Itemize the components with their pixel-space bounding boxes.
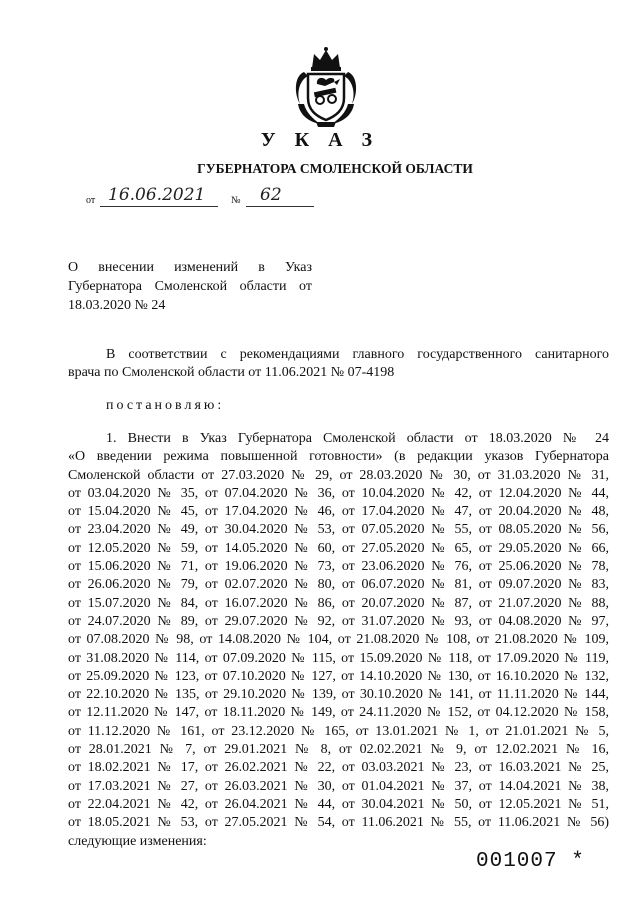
document-title: У К А З [260, 129, 380, 151]
handwritten-date: 16.06.2021 [108, 185, 206, 205]
item-line: Смоленской области от 27.03.2020 № 29, от 28.03.2020 № 30, от 31.03.2020 № 31, [68, 467, 609, 483]
item-line: следующие изменения: [68, 833, 207, 849]
form-serial-number: 001007 * [476, 850, 585, 873]
preamble-line: врача по Смоленской области от 11.06.2021 № 07-4198 [68, 365, 395, 381]
subject-line: Губернатора Смоленской области от [68, 279, 312, 294]
item-line: от 15.06.2020 № 71, от 19.06.2020 № 73, от 23.06.2020 № 76, от 25.06.2020 № 78, [68, 559, 609, 575]
handwritten-number: 62 [260, 185, 282, 205]
item-line: от 22.10.2020 № 135, от 29.10.2020 № 139, от 30.10.2020 № 141, от 11.11.2020 № 144, [68, 687, 609, 703]
item-line: от 11.12.2020 № 161, от 23.12.2020 № 165, от 13.01.2021 № 1, от 21.01.2021 № 5, [68, 723, 609, 739]
decree-verb: постановляю: [106, 398, 225, 413]
item-line: от 22.04.2021 № 42, от 26.04.2021 № 44, от 30.04.2021 № 50, от 12.05.2021 № 51, [68, 796, 609, 812]
number-underline [246, 206, 314, 207]
item-line: от 24.07.2020 № 89, от 29.07.2020 № 92, от 31.07.2020 № 93, от 04.08.2020 № 97, [68, 613, 609, 629]
subject-line: 18.03.2020 № 24 [68, 298, 166, 313]
number-prefix-label: № [231, 195, 241, 206]
item-line: от 07.08.2020 № 98, от 14.08.2020 № 104, от 21.08.2020 № 108, от 21.08.2020 № 109, [68, 632, 609, 648]
smolensk-coat-of-arms-emblem [290, 46, 362, 128]
item-line: от 12.11.2020 № 147, от 18.11.2020 № 149, от 24.11.2020 № 152, от 04.12.2020 № 158, [68, 705, 609, 721]
preamble-line: В соответствии с рекомендациями главного государственного санитарного [106, 347, 609, 362]
item-line: от 03.04.2020 № 35, от 07.04.2020 № 36, от 10.04.2020 № 42, от 12.04.2020 № 44, [68, 485, 609, 501]
item-line: от 26.06.2020 № 79, от 02.07.2020 № 80, от 06.07.2020 № 81, от 09.07.2020 № 83, [68, 577, 609, 593]
item-1-paragraph [68, 430, 609, 851]
item-line: «О введении режима повышенной готовности» (в редакции указов Губернатора [68, 449, 609, 465]
item-line: от 15.07.2020 № 84, от 16.07.2020 № 86, от 20.07.2020 № 87, от 21.07.2020 № 88, [68, 595, 609, 611]
document-subtitle: ГУБЕРНАТОРА СМОЛЕНСКОЙ ОБЛАСТИ [197, 161, 473, 176]
item-line: от 12.05.2020 № 59, от 14.05.2020 № 60, от 27.05.2020 № 65, от 29.05.2020 № 66, [68, 540, 609, 556]
preamble-paragraph [68, 346, 609, 383]
date-underline [100, 206, 218, 207]
item-line: от 18.05.2021 № 53, от 27.05.2021 № 54, от 11.06.2021 № 55, от 11.06.2021 № 56) [68, 815, 609, 831]
subject-line: О внесении изменений в Указ [68, 260, 312, 275]
item-line: от 31.08.2020 № 114, от 07.09.2020 № 115, от 15.09.2020 № 118, от 17.09.2020 № 119, [68, 650, 609, 666]
date-prefix-label: от [86, 195, 96, 206]
item-line: от 25.09.2020 № 123, от 07.10.2020 № 127, от 14.10.2020 № 130, от 16.10.2020 № 132, [68, 668, 609, 684]
item-line: от 18.02.2021 № 17, от 26.02.2021 № 22, от 03.03.2021 № 23, от 16.03.2021 № 25, [68, 760, 609, 776]
item-line: от 28.01.2021 № 7, от 29.01.2021 № 8, от 02.02.2021 № 9, от 12.02.2021 № 16, [68, 742, 609, 758]
decree-subject [68, 258, 312, 315]
item-line: от 17.03.2021 № 27, от 26.03.2021 № 30, от 01.04.2021 № 37, от 14.04.2021 № 38, [68, 778, 609, 794]
item-line: от 23.04.2020 № 49, от 30.04.2020 № 53, от 07.05.2020 № 55, от 08.05.2020 № 56, [68, 522, 609, 538]
item-line: от 15.04.2020 № 45, от 17.04.2020 № 46, от 17.04.2020 № 47, от 20.04.2020 № 48, [68, 504, 609, 520]
item-line: 1. Внести в Указ Губернатора Смоленской области от 18.03.2020 № 24 [106, 431, 609, 446]
